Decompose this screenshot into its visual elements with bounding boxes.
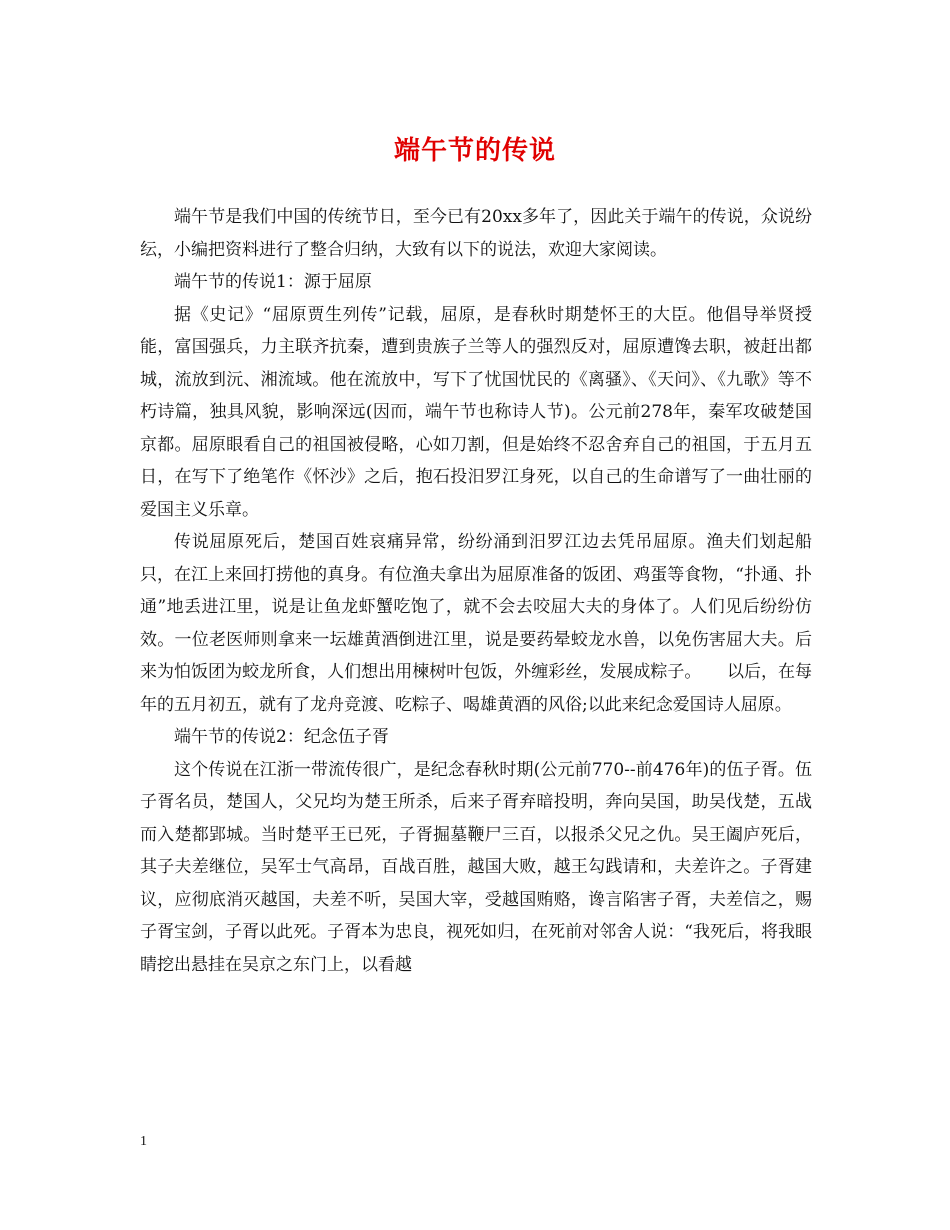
paragraph-intro: 端午节是我们中国的传统节日，至今已有20xx多年了，因此关于端午的传说，众说纷纭，小编把资料进行了整合归纳，大致有以下的说法，欢迎大家阅读。 (140, 207, 812, 260)
document-body (140, 201, 812, 981)
paragraph-quyuan-history: 据《史记》“屈原贾生列传”记载，屈原，是春秋时期楚怀王的大臣。他倡导举贤授能，富国强兵，力主联齐抗秦，遭到贵族子兰等人的强烈反对，屈原遭馋去职，被赶出都城，流放到沅、湘流域。他在流放中，写下了忧国忧民的《离骚》、《天问》、《九歌》等不朽诗篇，独具风貌，影响深远(因而，端午节也称诗人节)。公元前278年，秦军攻破楚国京都。屈原眼看自己的祖国被侵略，心如刀割，但是始终不忍舍弃自己的祖国，于五月五日，在写下了绝笔作《怀沙》之后，抱石投汨罗江身死，以自己的生命谱写了一曲壮丽的爱国主义乐章。 (140, 304, 812, 520)
section-heading-2: 端午节的传说2：纪念伍子胥 (174, 727, 389, 747)
page-number: 1 (140, 1134, 147, 1149)
paragraph-quyuan-legend: 传说屈原死后，楚国百姓哀痛异常，纷纷涌到汨罗江边去凭吊屈原。渔夫们划起船只，在江上来回打捞他的真身。有位渔夫拿出为屈原准备的饭团、鸡蛋等食物，“扑通、扑通”地丢进江里，说是让鱼龙虾蟹吃饱了，就不会去咬屈大夫的身体了。人们见后纷纷仿效。一位老医师则拿来一坛雄黄酒倒进江里，说是要药晕蛟龙水兽，以免伤害屈大夫。后来为怕饭团为蛟龙所食，人们想出用楝树叶包饭，外缠彩丝，发展成粽子。 以后，在每年的五月初五，就有了龙舟竞渡、吃粽子、喝雄黄酒的风俗;以此来纪念爱国诗人屈原。 (140, 532, 812, 715)
paragraph-wuzixu: 这个传说在江浙一带流传很广，是纪念春秋时期(公元前770--前476年)的伍子胥。伍子胥名员，楚国人，父兄均为楚王所杀，后来子胥弃暗投明，奔向吴国，助吴伐楚，五战而入楚都郢城。当时楚平王已死，子胥掘墓鞭尸三百，以报杀父兄之仇。吴王阖庐死后，其子夫差继位，吴军士气高昂，百战百胜，越国大败，越王勾践请和，夫差许之。子胥建议，应彻底消灭越国，夫差不听，吴国大宰，受越国贿赂，谗言陷害子胥，夫差信之，赐子胥宝剑，子胥以此死。子胥本为忠良，视死如归，在死前对邻舍人说：“我死后，将我眼睛挖出悬挂在吴京之东门上，以看越 (140, 759, 812, 975)
section-heading-1: 端午节的传说1：源于屈原 (174, 272, 372, 292)
page-title: 端午节的传说 (393, 136, 556, 166)
